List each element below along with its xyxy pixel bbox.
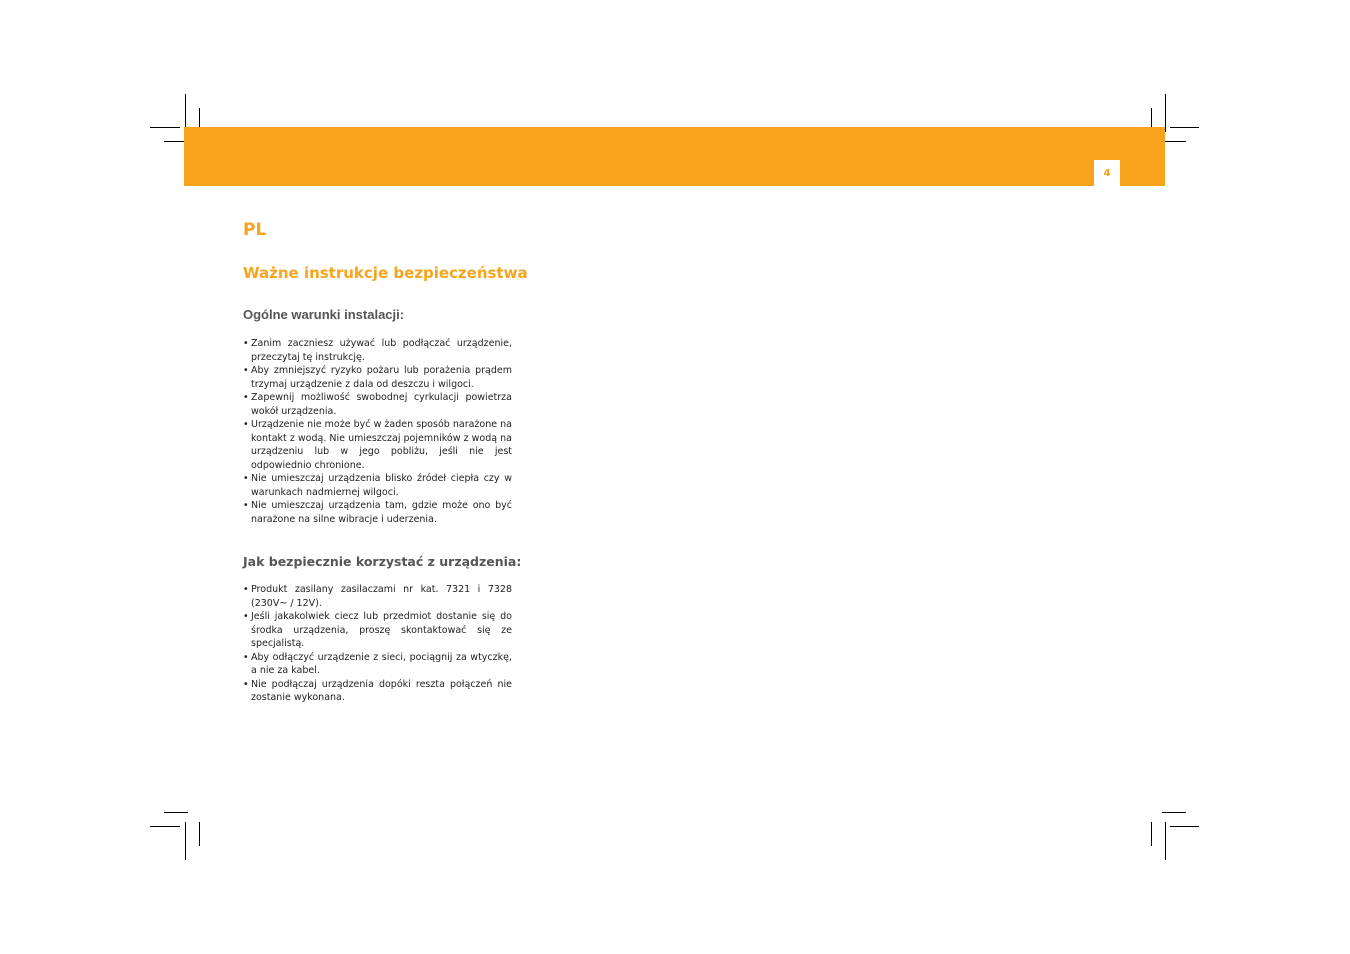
crop-mark xyxy=(164,812,188,813)
list-item: • Nie umieszczaj urządzenia blisko źródeł ciepła czy w warunkach nadmiernej wilgoci. xyxy=(243,472,512,499)
section-heading-installation: Ogólne warunki instalacji: xyxy=(243,307,405,322)
header-band xyxy=(184,127,1165,186)
installation-list xyxy=(243,337,512,526)
crop-mark xyxy=(1170,826,1199,827)
crop-mark xyxy=(150,127,180,128)
crop-mark xyxy=(150,826,180,827)
list-item: • Jeśli jakakolwiek ciecz lub przedmiot dostanie się do środka urządzenia, proszę skontaktować się ze specjalistą. xyxy=(243,610,512,651)
list-item: • Zapewnij możliwość swobodnej cyrkulacji powietrza wokół urządzenia. xyxy=(243,391,512,418)
crop-mark xyxy=(185,822,186,860)
crop-mark xyxy=(1170,127,1199,128)
page-number: 4 xyxy=(1103,167,1111,179)
list-item: • Aby zmniejszyć ryzyko pożaru lub porażenia prądem trzymaj urządzenie z dala od deszczu i wilgoci. xyxy=(243,364,512,391)
page-number-box xyxy=(1094,160,1120,186)
crop-mark xyxy=(1151,822,1152,846)
section-heading-safe-use: Jak bezpiecznie korzystać z urządzenia: xyxy=(243,554,522,569)
crop-mark xyxy=(1162,812,1186,813)
list-item: • Produkt zasilany zasilaczami nr kat. 7321 i 7328 (230V~ / 12V). xyxy=(243,583,512,610)
language-code: PL xyxy=(243,220,267,240)
list-item: • Zanim zaczniesz używać lub podłączać urządzenie, przeczytaj tę instrukcję. xyxy=(243,337,512,364)
page-title: Ważne instrukcje bezpieczeństwa xyxy=(243,264,528,282)
crop-mark xyxy=(1162,141,1186,142)
crop-mark xyxy=(1165,94,1166,132)
list-item: • Aby odłączyć urządzenie z sieci, pociągnij za wtyczkę, a nie za kabel. xyxy=(243,651,512,678)
crop-mark xyxy=(1165,822,1166,860)
safe-use-list xyxy=(243,583,512,705)
list-item: • Nie umieszczaj urządzenia tam, gdzie może ono być narażone na silne wibracje i uderzenia. xyxy=(243,499,512,526)
list-item: • Nie podłączaj urządzenia dopóki reszta połączeń nie zostanie wykonana. xyxy=(243,678,512,705)
crop-mark xyxy=(199,822,200,846)
list-item: • Urządzenie nie może być w żaden sposób narażone na kontakt z wodą. Nie umieszczaj pojemników z wodą na urządzeniu lub w jego pobliżu, jeśli nie jest odpowiednio chronione. xyxy=(243,418,512,472)
